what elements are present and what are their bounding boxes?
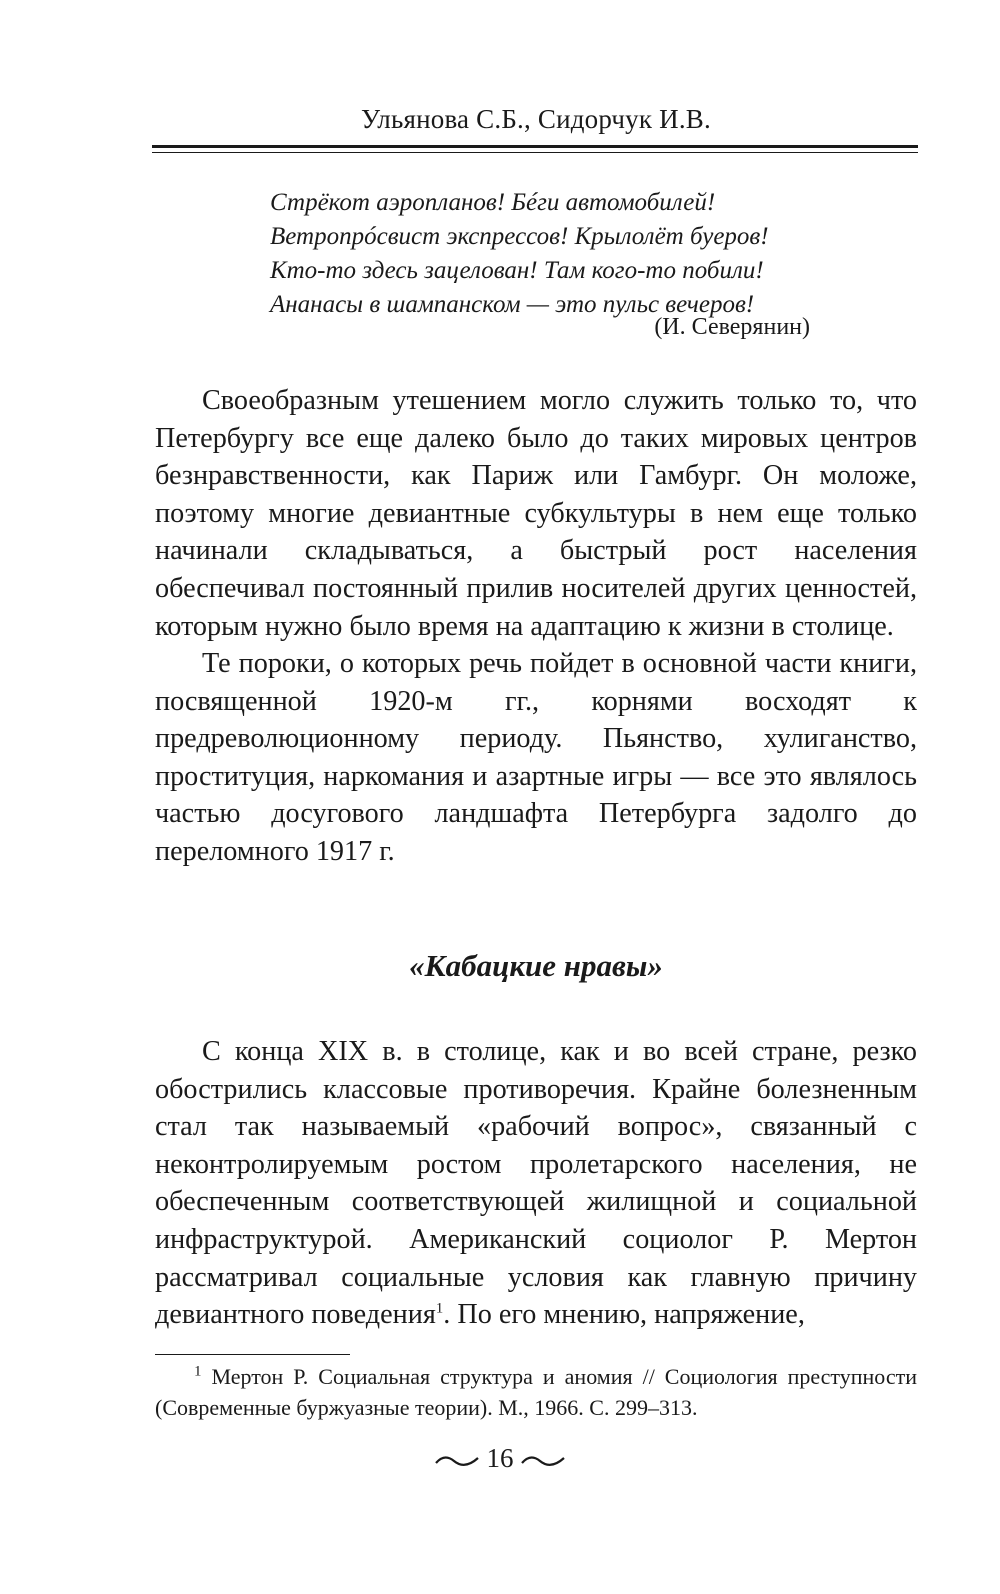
poem-line-4: Ананасы в шампанском — это пульс вечеров! xyxy=(270,291,755,318)
right-tilde-ornament-icon xyxy=(520,1454,566,1468)
footnote-marker: 1 xyxy=(194,1363,202,1380)
running-head: Ульянова С.Б., Сидорчук И.В. xyxy=(361,104,711,134)
paragraph-3 xyxy=(155,1033,917,1334)
paragraph-3-tail: . По его мнению, напряжение, xyxy=(443,1299,805,1331)
left-tilde-ornament-icon xyxy=(434,1454,480,1468)
paragraph-2: Те пороки, о которых речь пойдет в основной части книги, посвященной 1920-м гг., корнями восходят к предреволюционному периоду. Пьянство, хулиганство, проституция, наркомания и азартные игры — все это являлось частью досугового ландшафта Петербурга задолго до переломного 1917 г. xyxy=(155,648,917,867)
epigraph-attribution: (И. Северянин) xyxy=(654,314,810,340)
footnote-reference[interactable]: 1 xyxy=(435,1300,444,1317)
section-heading: «Кабацкие нравы» xyxy=(409,948,663,983)
header-rule-thin xyxy=(152,152,918,153)
page-number: 16 xyxy=(486,1443,514,1473)
paragraph-3-text: С конца XIX в. в столице, как и во всей стране, резко обострились классовые противоречия. Крайне болезненным стал так называемый «рабочий вопрос», связанный с неконтролируемым ростом пролетарского населения, не обеспеченным соответствующей жилищной и социальной инфраструктурой. Американский социолог Р. Мертон рассматривал социальные условия как главную причину девиантного поведения xyxy=(155,1036,917,1331)
epigraph-poem xyxy=(270,186,815,322)
paragraph-1: Своеобразным утешением могло служить только то, что Петербургу все еще далеко было до таких мировых центров безнравственности, как Париж или Гамбург. Он моложе, поэтому многие девиантные субкультуры в нем еще только начинали складываться, а быстрый рост населения обеспечивал постоянный прилив носителей других ценностей, которым нужно было время на адаптацию к жизни в столице. xyxy=(155,385,917,642)
poem-line-2: Ветропрóсвист экспрессов! Крылолёт буеров! xyxy=(270,223,769,250)
footnote-rule xyxy=(155,1354,350,1355)
poem-line-3: Кто-то здесь зацелован! Там кого-то побили! xyxy=(270,257,764,284)
footnote-text: Мертон Р. Социальная структура и аномия // Социология преступности (Современные буржуазные теории). М., 1966. С. 299–313. xyxy=(155,1364,918,1420)
poem-line-1: Стрёкот аэропланов! Бéги автомобилей! xyxy=(270,189,716,216)
header-rule-thick xyxy=(152,145,918,148)
page-folio xyxy=(400,1443,600,1474)
footnote-1 xyxy=(155,1361,917,1423)
